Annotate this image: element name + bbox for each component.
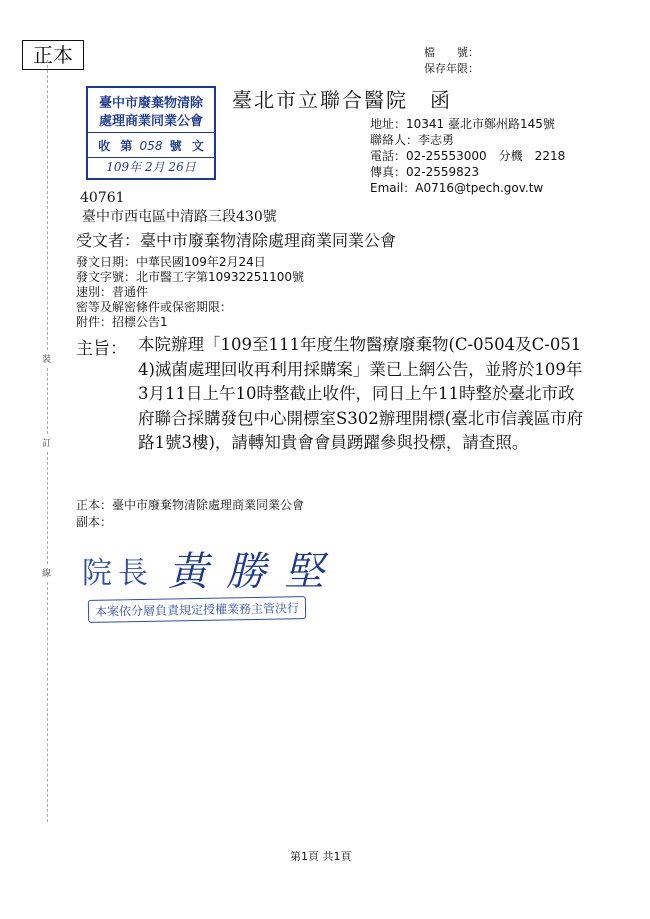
signatory-title: 院長	[82, 556, 154, 591]
binding-mark-xian: 線	[42, 569, 52, 579]
recipient-address: 臺中市西屯區中清路三段430號	[82, 209, 277, 225]
doc-number: 發文字號：北市醫工字第10932251100號	[76, 270, 304, 284]
attachment: 附件：招標公告1	[76, 315, 168, 329]
signatory-signature: 黃勝堅	[168, 549, 342, 595]
receipt-stamp	[86, 86, 216, 180]
issuer-title: 臺北市立聯合醫院 函	[232, 88, 452, 112]
stamp-doc-label: 文	[191, 139, 204, 153]
original-recipient: 正本：臺中市廢棄物清除處理商業同業公會	[76, 498, 305, 512]
postal-code: 40761	[80, 190, 125, 206]
stamp-org-line1: 臺中市廢棄物清除	[98, 96, 203, 111]
stamp-date: 109年 2月 26日	[106, 160, 196, 174]
binding-mark-zhuang: 裝	[42, 355, 52, 365]
stamp-receive-label: 收	[98, 139, 111, 153]
stamp-org-line2: 處理商業同業公會	[88, 110, 214, 133]
subject-label: 主旨：	[76, 339, 127, 359]
issuer-address: 地址：10341 臺北市鄭州路145號	[370, 117, 555, 131]
issuer-fax: 傳真：02-2559823	[370, 165, 480, 179]
subject-text: 本院辦理「109至111年度生物醫療廢棄物(C-0504及C-0514)滅菌處理回收再利用採購案」業已上網公告，並將於109年3月11日上午10時整截止收件，同日上午11時整於臺北市政府聯合採購發包中心開標室S302辦理開標(臺北市信義區市府路1號3樓)，請轉知貴會會員踴躍參與投標，請查照。	[138, 335, 584, 452]
copy-recipient: 副本：	[76, 515, 113, 529]
stamp-number-row	[88, 135, 214, 158]
binding-line	[47, 60, 48, 350]
binding-line	[47, 368, 48, 434]
issuer-phone: 電話：02-25553000 分機 2218	[370, 149, 566, 163]
stamp-number-value: 058	[139, 139, 163, 153]
delegation-stamp: 本案依分層負責規定授權業務主管決行	[88, 596, 306, 623]
binding-line	[47, 452, 48, 564]
recipient: 受文者：臺中市廢棄物清除處理商業同業公會	[76, 231, 397, 250]
file-number-label: 檔 號：	[424, 46, 479, 59]
binding-mark-ding: 訂	[42, 439, 52, 449]
stamp-number-label: 第	[120, 139, 133, 153]
issuer-contact-person: 聯絡人：李志勇	[370, 133, 455, 147]
security-level: 密等及解密條件或保密期限：	[76, 300, 233, 314]
delivery-speed: 速別：普通件	[76, 285, 149, 299]
retention-label: 保存年限：	[424, 62, 479, 75]
issue-date: 發文日期：中華民國109年2月24日	[76, 255, 266, 269]
page-number: 第1頁 共1頁	[290, 850, 352, 863]
binding-line	[47, 582, 48, 822]
copy-mark: 正本	[22, 40, 84, 70]
stamp-number-suffix: 號	[169, 139, 182, 153]
issuer-email: Email：A0716@tpech.gov.tw	[370, 181, 544, 195]
